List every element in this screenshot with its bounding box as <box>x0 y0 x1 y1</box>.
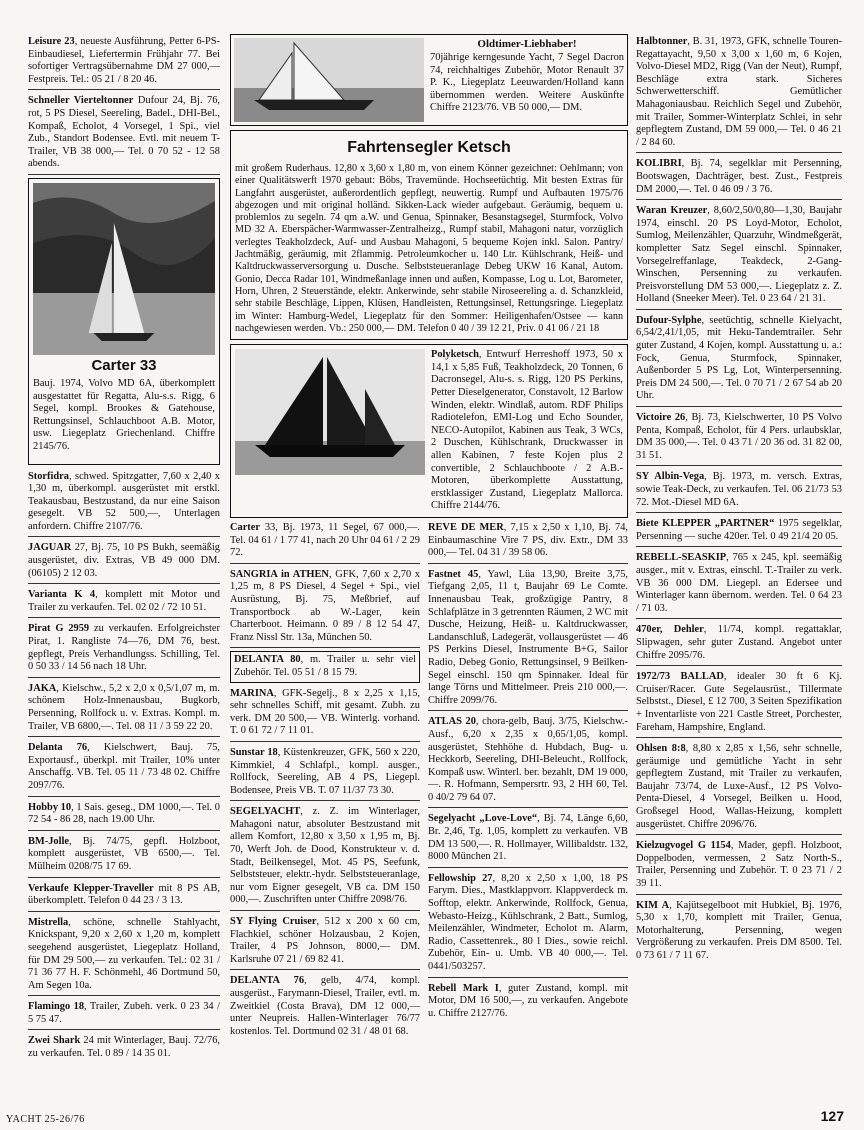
column-left <box>28 34 220 1067</box>
ad-storfidra: Storfidra, schwed. Spitzgatter, 7,60 x 2,40 x 1,30 m, überkompl. ausgerüstet mit erstkl. Teakausbau, Bestzustand, da nur eine Saison gesegelt. VB 52 500,—, Unterlagen anfordern. Chiffre 2107/76. <box>28 469 220 538</box>
oldtimer-heading: Oldtimer-Liebhaber! <box>477 38 577 50</box>
ad-halbtonner: Halbtonner, B. 31, 1973, GFK, schnelle Touren-Regattayacht, 9,50 x 3,00 x 1,60 m, 6 Kojen, Volvo-Diesel MD2, Rigg (Van der Neut), Rumpf, Beschläge extra stark. Sicheres Schwerwetterschiff. Gemütlicher Mahagoniausbau. Reichlich Segel und Zubehör, mit Trailer, Sommer-Winterplatz Schlei, in sehr gepflegtem Zustand, DM 59 000,— Tel. 0 46 21 / 2 84 60. <box>636 34 842 153</box>
ad-fastnet-45: Fastnet 45, Yawl, Lüa 13,90, Breite 3,75, Tiefgang 2,05, 11 t, Baujahr 69 Le Comte. Innenausbau Teak, großzügige Pantry, 8 Schlafplätze in 3 getrennten Räumen, 2 WC mit Dusche, Heizung, Heiß- u. Kaltdruckwasser, Landanschluß, Ladegerät, vollausgerüstet — 46 PS Perkins Diesel, Instrumente B+G, Sailor Radio, Debeg Gonio, Rettungsinsel, 9 Beilken-Segel einschl. 150 qm Spinnaker. Ideal für lange Törns und Mittelmeer. Preis 210 000,—. Chiffre 2099/76. <box>428 567 628 712</box>
ad-rebell-mark: Rebell Mark I, guter Zustand, kompl. mit Motor, DM 16 500,—, zu verkaufen. Angebote u. Chiffre 2127/76. <box>428 982 629 1019</box>
polyketsch-text-top: Polyketsch, Entwurf Herreshoff 1973, 50 x 14,1 x 5,85 Fuß, Teakholzdeck, 20 Tonnen, 6 Dacronsegel, Alu-s. s. Rigg, 120 PS Perkins, Petter Dieselgenerator, Constavolt, 12 Barlow Winden, elektr. Windlaß, autom. RDF Philips Radiotelefon, EMI-Log und Echo Sounder, NECO-Autopilot, Kabinen aus Teak, 3 WCs, 2 Duschen, Kühlschrank, Druckwasser in allen Kabinen, 7 feste Kojen plus 2 convertible, 2 Schlauchboote / 2 A.B.-Motoren, überkomplette Ausstattung, erstklassiger Zustand, Liegeplatz Mallorca. Chiffre 2144/76. <box>431 349 623 512</box>
ad-sunstar: Sunstar 18, Küstenkreuzer, GFK, 560 x 220, Kimmkiel, 4 Schlafpl., kompl. ausger., Rollfock, Seereling, AB 4 PS, Liegepl. Bodensee, Preis VB. T. 07 11/37 73 30. <box>230 745 420 801</box>
ad-ohlsen: Ohlsen 8:8, 8,80 x 2,85 x 1,56, sehr schnelle, geräumige und gemütliche Yacht in sehr gepflegtem Zustand, mit Trailer zu verkaufen, Baujahr 73/74, de Luxe-Ausf., 12 PS Volvo-Penta-Diesel, 4 Vorsegel, Beilken u. Hood, Großsegel Hood, Wallas-Heizung, komplett ausgerüstet. Chiffre 2096/76. <box>636 741 842 835</box>
ad-varianta: Varianta K 4, komplett mit Motor und Trailer zu verkaufen. Tel. 02 02 / 72 10 51. <box>28 587 220 618</box>
polyketsch-photo-image <box>235 349 425 475</box>
ad-kolibri: KOLIBRI, Bj. 74, segelklar mit Persenning, Bootswagen, Dachträger, best. Zust., Festpreis DM 2000,—. Tel. 0 46 09 / 3 76. <box>636 156 842 200</box>
carter-text: Bauj. 1974, Volvo MD 6A, überkomplett ausgestattet für Regatta, Alu-s.s. Rigg, 6 Segel, kompl. Brookes & Gatehouse, Rettungsinsel, Schlauchboot A.B. Motor, usw. Liegeplatz Griechenland. Chiffre 2145/76. <box>33 377 215 452</box>
ad-oldtimer-boxed <box>230 34 628 126</box>
magazine-footer: YACHT 25-26/76 <box>6 1114 85 1125</box>
ad-flying-cruiser: SY Flying Cruiser, 512 x 200 x 60 cm, Flachkiel, schöner Holzausbau, 2 Kojen, Trailer, 4 PS Johnson, 8000,— DM. Karlsruhe 07 21 / 69 82 41. <box>230 914 420 970</box>
ad-love-love: Segelyacht „Love-Love“, Bj. 74, Länge 6,60, Br. 2,46, Tg. 1,05, komplett zu verkaufen. VB DM 13 500,—. R. Hollmayer, Willibaldstr. 132, 8000 München 21. <box>428 811 628 867</box>
ad-polyketsch-boxed <box>230 344 628 518</box>
ad-sangria: SANGRIA in ATHEN, GFK, 7,60 x 2,70 x 1,25 m, 8 PS Diesel, 4 Segel + Spi., viel Ausrüstung, Bj. 75, Meßbrief, auf Transportbock ab W.-Lager, kein Charterboot. Heimann. 0 89 / 8 12 54 47, Franz Nissl Str. 13a, München 50. <box>230 567 420 649</box>
carter-photo-image <box>33 183 215 355</box>
ad-flamingo: Flamingo 18, Trailer, Zubeh. verk. 0 23 34 / 5 75 47. <box>28 999 220 1030</box>
ad-reve-de-mer: REVE DE MER, 7,15 x 2,50 x 1,10, Bj. 74, Einbaumaschine Vire 7 PS, div. Extr., DM 33 000,— Tel. 04 31 / 39 58 06. <box>428 520 628 564</box>
ad-atlas-20: ATLAS 20, chora-gelb, Bauj. 3/75, Kielschw.-Ausf., 6,20 x 2,35 x 0,65/1,05, kompl. ausgerüstet, Stehhöhe d. Hubdach, Bug- u. Heckkorb, Seereling, DHI-Beleucht., Rollfock, Kompaß usw. Winterl. ber. bezahlt, DM 19 000,—. R. Hofmann, Sempersrtr. 93, 2 HH 60, Tel. 0 40/2 79 64 07. <box>428 714 628 808</box>
ad-klepper-partner: Biete KLEPPER „PARTNER“ 1975 segelklar, Persenning — suche 420er. Tel. 0 49 21/4 20 05. <box>636 516 842 547</box>
ad-delanta-76: Delanta 76, Kielschwert, Bauj. 75, Exportausf., überkpl. mit Trailer, 10% unter Anschaffg. VB. Tel. 05 11 / 73 48 02. Chiffre 2097/76. <box>28 740 220 796</box>
carter-photo <box>33 183 215 355</box>
ad-segelyacht: SEGELYACHT, z. Z. im Winterlager, Mahagoni natur, absoluter Bestzustand mit allem Komfort, 12,80 x 3,50 x 1,95 m, Bj. 70, Werft Joh. de Dood, Konstrukteur v. d. Stadt, Beilkensegel, Mot. 45 PS, Seefunk, Selbststeuer, elektr.-hydr. Selbststeueranlage, nur vom Eigner gesegelt, VB ca. DM 150 000,—. Zuschriften unter Chiffre 2098/76. <box>230 804 420 911</box>
ad-470er: 470er, Dehler, 11/74, kompl. regattaklar, Slipwagen, sehr guter Zustand. Angebot unter Chiffre 2095/76. <box>636 622 842 666</box>
ad-kielzugvogel: Kielzugvogel G 1154, Mader, gepfl. Holzboot, Doppelboden, vermessen, 2 Satz North-S., Trailer, Persenning und Zubehör. T. 0 23 71 / 2 39 11. <box>636 838 842 894</box>
oldtimer-text: 70jährige kerngesunde Yacht, 7 Segel Dacron 74, reichhaltiges Zubehör, Motor Renault 37 P. K., Liegeplatz Leeuwarden/Holland kann übernommen werden. Weitere Auskünfte Chiffre 2123/76. VB 50 000,— DM. <box>430 52 624 114</box>
ketsch-heading: Fahrtensegler Ketsch <box>347 139 511 156</box>
ad-ballad: 1972/73 BALLAD, idealer 30 ft 6 Kj. Cruiser/Racer. Gute Segelausrüst., Tillermate Selbstst., Diesel, £ 12 700, 3 Seiten Spezifikation + Inventarliste von 221 Castle Street, Porchester, Fareham, Hampshire, England. <box>636 669 842 738</box>
ad-ketsch-boxed <box>230 130 628 340</box>
column-middle-left <box>230 520 420 1044</box>
ad-fellowship: Fellowship 27, 8,20 x 2,50 x 1,00, 18 PS Farym. Dies., Mastklappvorr. Klappverdeck m. Sofftop, elektr. Ankerwinde, Rollfock, Genua, Webasto-Heizg., Kühlschrank, 2 Batt., Sumlog, Meilenzähler, Windmeter, Echolot m. Alarm, Radio, Cassettenrek., 80 l Dies., sowie reichl. Zubehör, Ein- u. Umb. VB 40 000,—. Tel. 0441/503257. <box>428 871 628 978</box>
oldtimer-photo <box>234 38 424 122</box>
polyketsch-photo <box>235 349 425 475</box>
ad-jaka: JAKA, Kielschw., 5,2 x 2,0 x 0,5/1,07 m, m. schönem Holz-Innenausbau, Bugkorb, Persenning, Rollfock u. v. Extras. Kompl. m. Trailer, VB 6800,—. Tel. 08 11 / 3 59 22 20. <box>28 681 220 737</box>
ad-pirat: Pirat G 2959 zu verkaufen. Erfolgreichster Pirat, 1. Rangliste 74—76, DM 76, best. gepflegt, Preis Verhandlungss. Schilling, Tel. 0 50 33 / 14 56 nach 18 Uhr. <box>28 621 220 677</box>
ad-waran: Waran Kreuzer, 8,60/2,50/0,80—1,30, Baujahr 1974, einschl. 20 PS Loyd-Motor, Echolot, Sumlog, Meilenzähler, Quarzuhr, Windmeßgerät, kompletter Satz Segel einschl. Spinnaker, Vorsegelreffanlage, Teakdeck, 2-Gang-Winschen, Persenning zu verkaufen. Preisvorstellung DM 53 000,—. Liegeplatz z. Z. Holland (Sneeker Meer). Tel. 0 23 64 / 21 31. <box>636 203 842 310</box>
ad-kim-a: KIM A, Kajütsegelboot mit Hubkiel, Bj. 1976, 5,30 x 1,70, komplett mit Trailer, Genua, Motorhalterung, Persenning, wegen Vergrößerung zu verkaufen. Preis DM 8500. Tel. 0 73 61 / 7 11 67. <box>636 899 842 961</box>
column-right <box>636 34 842 969</box>
ad-carter-33: Carter 33, Bj. 1973, 11 Segel, 67 000,—. Tel. 04 61 / 1 77 41, nach 20 Uhr 04 61 / 2 29 72. <box>230 520 420 564</box>
page-number: 127 <box>820 1108 844 1124</box>
ad-zwei-shark: Zwei Shark 24 mit Winterlager, Bauj. 72/76, zu verkaufen. Tel. 0 89 / 14 35 01. <box>28 1035 220 1060</box>
ad-albin-vega: SY Albin-Vega, Bj. 1973, m. versch. Extras, sowie Teak-Deck, zu verkaufen. Tel. 06 21/73 53 72. Mot.-Diesel MD 6A. <box>636 469 842 513</box>
ad-carter-boxed <box>28 178 220 465</box>
ad-vierteltonner: Schneller Vierteltonner Dufour 24, Bj. 76, rot, 5 PS Diesel, Seereling, Badel., DHI-Bel., Kompaß, Echolot, 4 Vorsegel, 1 Spi., viel Zub., Standort Bodensee. Evtl. mit neuem T-Trailer, VB 38 000,— Tel. 0 70 52 - 12 58 abends. <box>28 93 220 175</box>
ad-victoire: Victoire 26, Bj. 73, Kielschwerter, 10 PS Volvo Penta, Kompaß, Echolot, für 4 Pers. urlaubsklar, DM 35 000,—. Tel. 0 43 71 / 20 36 od. 31 82 00, 31 51. <box>636 410 842 466</box>
carter-heading: Carter 33 <box>91 356 157 374</box>
ad-hobby: Hobby 10, 1 Sais. geseg., DM 1000,—. Tel. 0 72 54 - 86 28, nach 19.00 Uhr. <box>28 800 220 831</box>
oldtimer-photo-image <box>234 38 424 122</box>
column-middle-top <box>230 34 628 522</box>
ad-bm-jolle: BM-Jolle, Bj. 74/75, gepfl. Holzboot, komplett ausgerüstet, VB 6500,—. Tel. Mülheim 0208/75 17 69. <box>28 834 220 878</box>
ad-delanta-80: DELANTA 80, m. Trailer u. sehr viel Zubehör. Tel. 05 51 / 8 15 79. <box>230 651 420 682</box>
ad-leisure: Leisure 23, neueste Ausführung, Petter 6-PS-Einbaudiesel, Liefertermin Frühjahr 77. Bei sofortiger Vertragsübernahme DM 27 000,— Festpreis. Tel.: 05 21 / 8 20 46. <box>28 34 220 90</box>
ketsch-text: mit großem Ruderhaus. 12,80 x 3,60 x 1,80 m, von einem Könner gezeichnet: Oehlmann; von einer Qualitätswerft 1970 gebaut: Böbs, Travemünde. Hochseetüchtig. Mit besten Extras für Langfahrt ausgerüstet, außerordentlich gepflegt, neuwertig. Rumpf und Aufbauten 1975/76 abgezogen und mit original holländ. Sikken-Lack wieder aufgebaut. Geräumig, bequem u. problemlos zu segeln. 74 qm a.W. und Genua, Spinnaker, Besanstagsegel, Sturmfock, Volvo MD 32 A. Eberspächer-Warmwasser-Zentralheizg., Rumpf stabil, Mahagoni natur, vorzüglich verlegtes Teakholzdeck, Auf- und Ausbau Mahagoni, 5 bequeme Kojen inkl. Salon. Pantry/ Jachtmäßig, geräumig, mit 2flammig. Petroleumkocher u. 140 Ltr. Kühlschrank, Heiß- und Kaltdruckwasserversorgung u. Dusche. Selbststeueranlage Debeg UKW 16 Kanal, Autom. Gonio, Decca Radar 101, Windmeßanlage innen und außen, Kompasse, Log u. Lot, Barometer, Horn, Uhren, 2 Steuerstände, elektr. Ankerwinde, sehr stabile Niroseereling a. d. Schanzkleid, sehr stabile Beschläge, Lippen, Klüsen, Handleisten, Rettungsinsel, Rettungsringe. Liegeplatz im Winter: Hamburg-Wedel, Liegeplatz für den Sommer: Heiligenhafen/Ostsee — kann nachgewiesen werden. Vb.: 250 000,— DM. Telefon 0 40 / 39 12 21, Priv. 0 41 06 / 21 18 <box>235 163 623 334</box>
ad-marina: MARINA, GFK-Segelj., 8 x 2,25 x 1,15, sehr schnelles Schiff, mit gesamt. Zubh. zu verk. DM 20 500,— VB. Winterlg. vorhand. T. 0 61 72 / 7 11 01. <box>230 686 420 742</box>
ad-delanta-76-gelb: DELANTA 76, gelb, 4/74, kompl. ausgerüst., Farymann-Diesel, Trailer, evtl. m. Zweitkiel (Costa Brava), DM 12 000,— unter Neupreis. Hallen-Winterlager 76/77 kostenlos. Tel. Dortmund 02 31 / 48 01 68. <box>230 975 420 1037</box>
ad-jaguar: JAGUAR 27, Bj. 75, 10 PS Bukh, seemäßig ausgerüstet, div. Extras, VB 49 000 DM. (06105) 2 12 03. <box>28 540 220 584</box>
ad-rebell-seaskip: REBELL-SEASKIP, 765 x 245, kpl. seemäßig ausger., mit v. Extras, einschl. T.-Trailer zu verk. VB 36 000 DM. Liegepl. an Edersee und Winterlager kann übernom. werden. Tel. 0 64 23 / 71 03. <box>636 550 842 619</box>
column-middle-right <box>428 520 628 1026</box>
ad-mistrella: Mistrella, schöne, schnelle Stahlyacht, Knickspant, 9,20 x 2,60 x 1,20 m, komplett seegehend ausgerüstet, Liegeplatz Holland, für DM 29 500,— zu verkaufen. Tel.: 02 31 / 71 36 77 H. F. Schönmehl, 46 Dortmund 50, Am Segen 10a. <box>28 915 220 997</box>
ad-klepper-traveller: Verkaufe Klepper-Traveller mit 8 PS AB, überkomplett. Telefon 0 44 23 / 3 13. <box>28 881 220 912</box>
ad-dufour-sylphe: Dufour-Sylphe, seetüchtig, schnelle Kielyacht, 6,54/2,41/1,05, mit Heku-Tandemtrailer. Sehr guter Zustand, 4 Kojen, kompl. Ausstattung u. a.: Fock, Genua, Sturmfock, Spinnaker, Außenborder 5 PS Lg, Lot, Winterpersenning. Preis DM 24 500,—. Tel. 0 70 71 / 2 67 54 ab 20 Uhr. <box>636 313 842 407</box>
